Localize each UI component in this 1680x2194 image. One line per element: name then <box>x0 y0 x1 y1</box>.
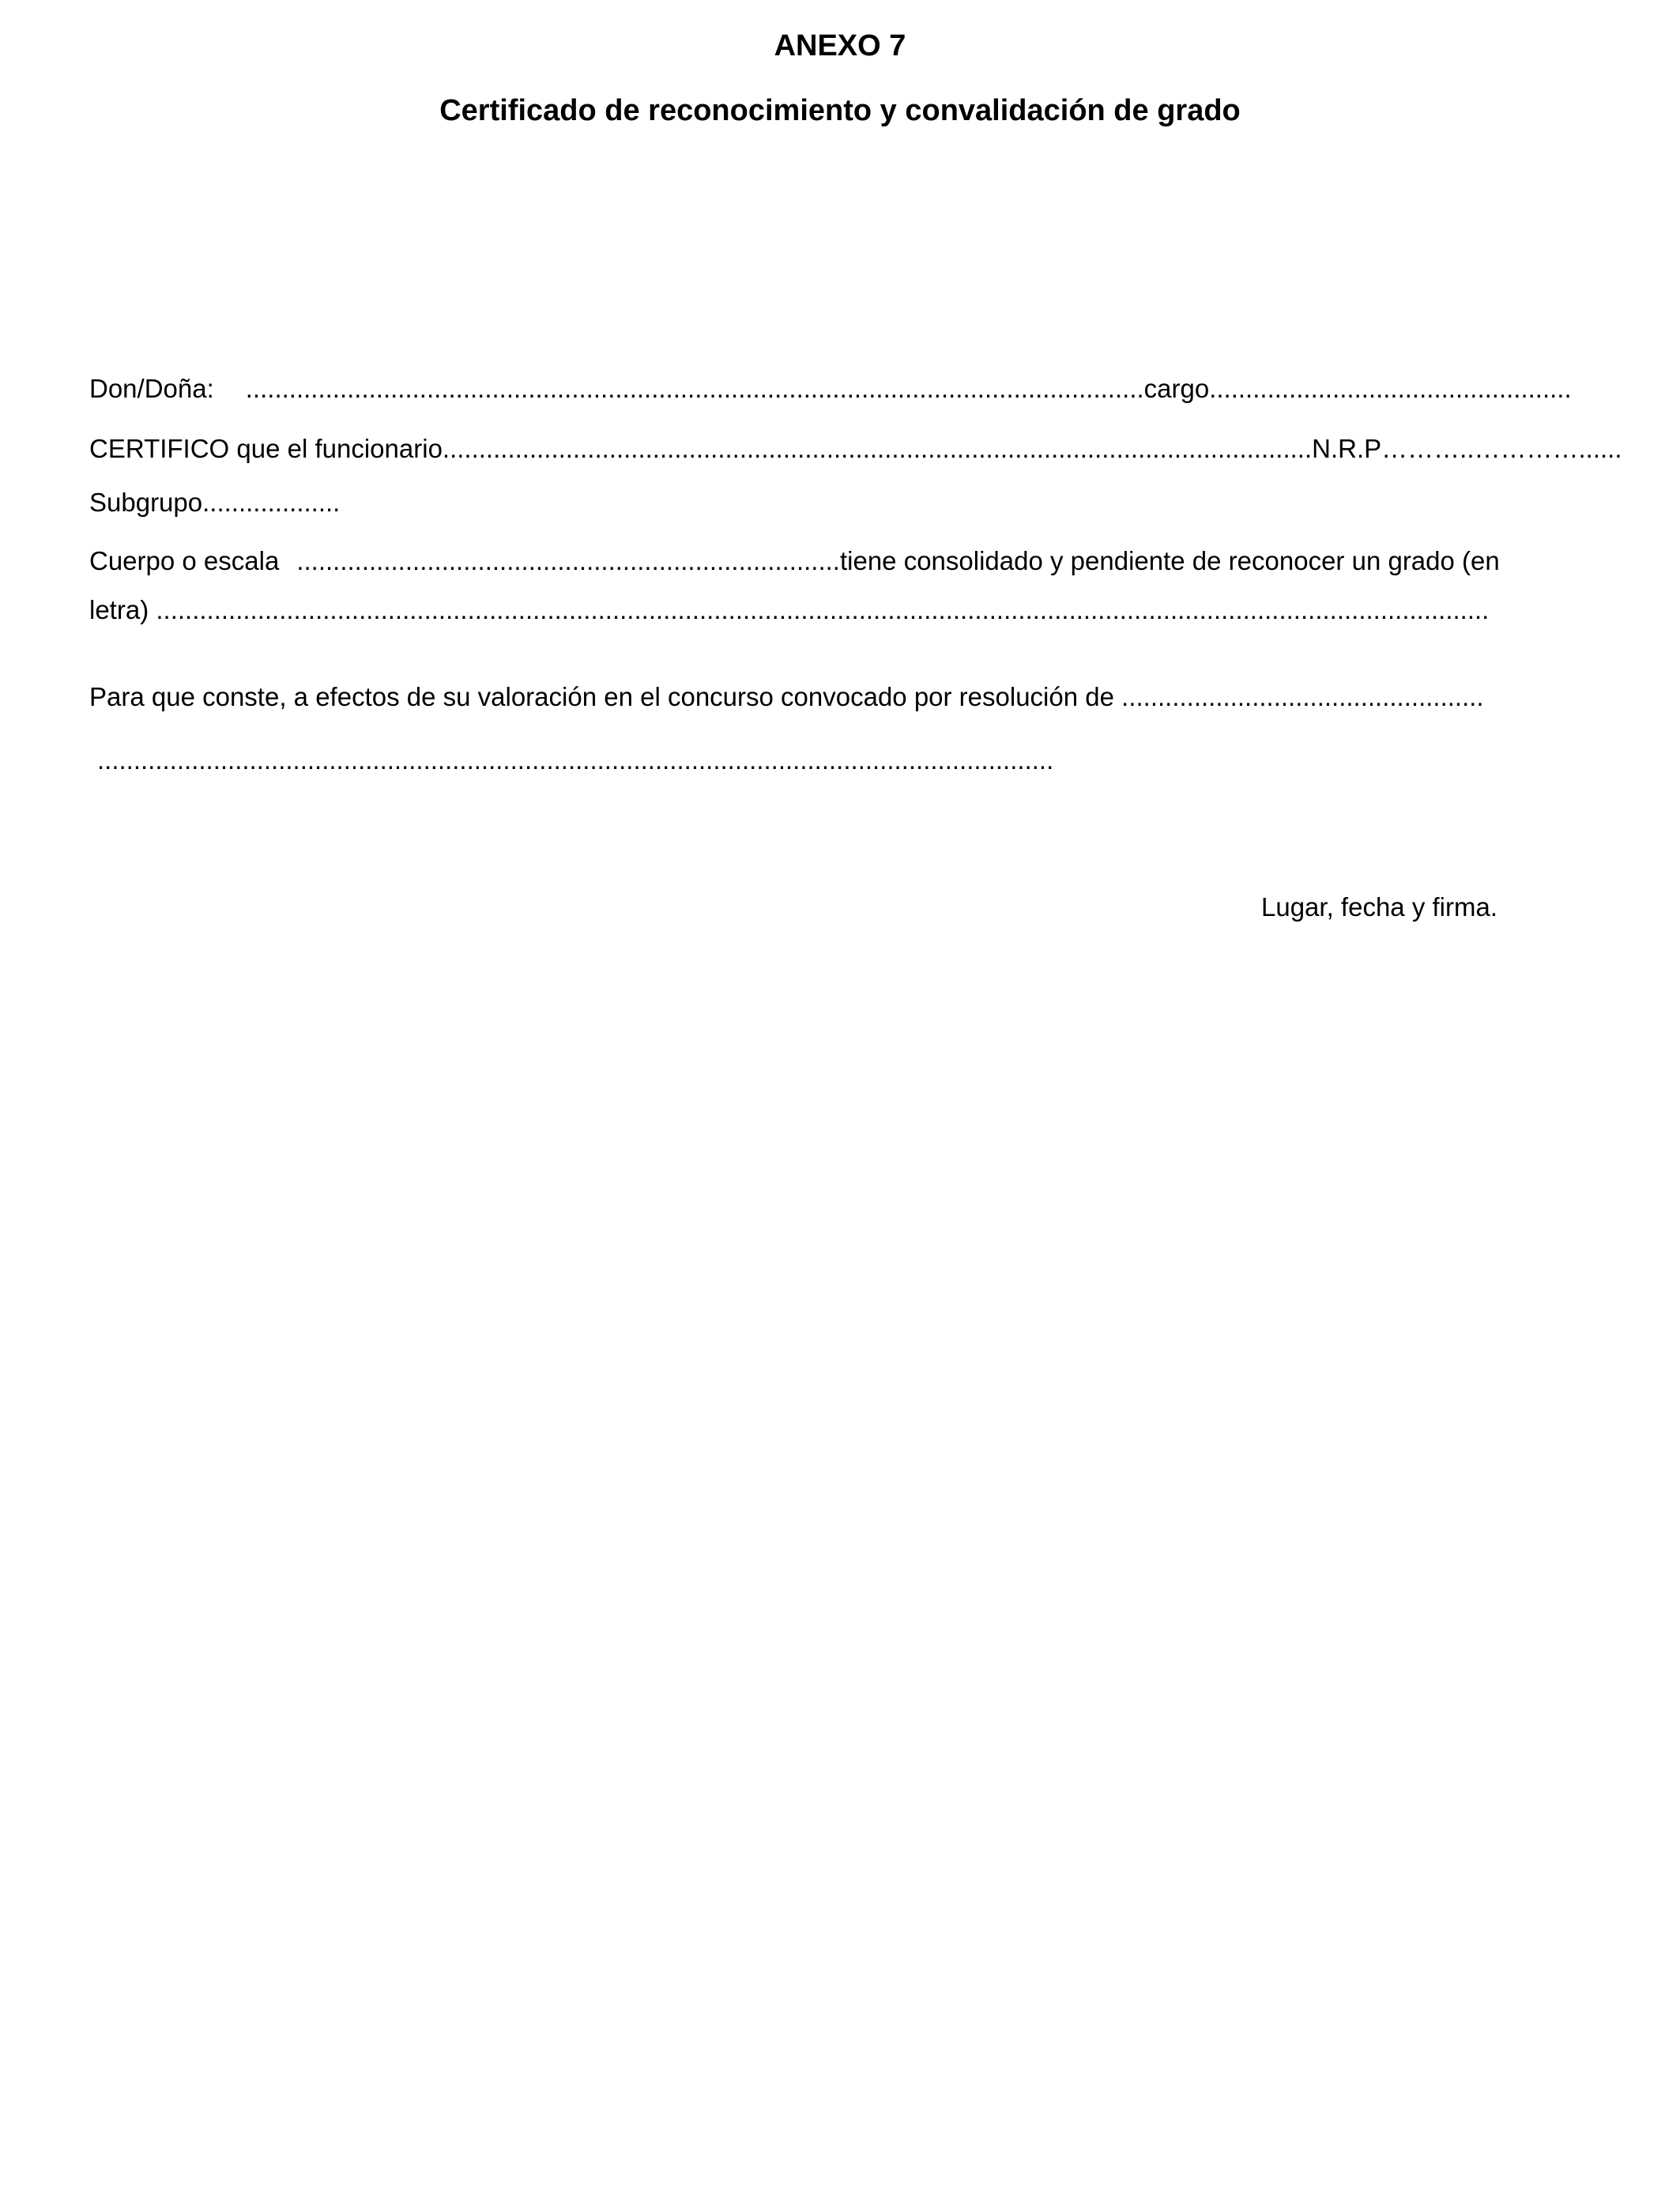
letra-line <box>89 594 1575 626</box>
certifico-label: CERTIFICO que el funcionario <box>89 434 443 463</box>
cuerpo-field[interactable]: ........................................................................... <box>296 546 840 575</box>
certificate-title: Certificado de reconocimiento y convalidación de grado <box>439 94 1241 127</box>
don-field[interactable]: ............................................................................................................................ <box>245 374 1144 403</box>
resolucion-continuation-field[interactable]: .................................................................................................................................... <box>97 745 1054 775</box>
para-que-conste-line <box>89 681 1575 713</box>
certifico-line <box>89 433 1622 465</box>
don-label: Don/Doña: <box>89 374 214 403</box>
subgrupo-line <box>89 487 1575 518</box>
subgrupo-label: Subgrupo <box>89 488 203 517</box>
cargo-field[interactable]: .................................................. <box>1209 374 1572 403</box>
letra-field[interactable]: ........................................................................................................................................................................................ <box>156 595 1490 624</box>
cuerpo-label: Cuerpo o escala <box>89 546 280 575</box>
cuerpo-line <box>89 545 1575 577</box>
signature-label: Lugar, fecha y firma. <box>1261 892 1497 922</box>
letra-label: letra) <box>89 595 149 624</box>
resolucion-continuation-line <box>97 745 1583 776</box>
subgrupo-field[interactable]: ................... <box>202 488 341 517</box>
para-text: Para que conste, a efectos de su valoración en el concurso convocado por resolución de <box>89 682 1114 711</box>
funcionario-field[interactable]: ........................................................................................................................ <box>442 434 1313 463</box>
nrp-field[interactable]: ………..…………...... <box>1381 434 1622 463</box>
cuerpo-text: tiene consolidado y pendiente de reconocer un grado (en <box>839 546 1500 575</box>
annex-number: ANEXO 7 <box>774 29 906 62</box>
resolucion-field[interactable]: .................................................. <box>1121 682 1484 711</box>
don-line <box>89 373 1575 405</box>
cargo-label: cargo <box>1143 374 1210 403</box>
nrp-label: N.R.P <box>1312 434 1382 463</box>
